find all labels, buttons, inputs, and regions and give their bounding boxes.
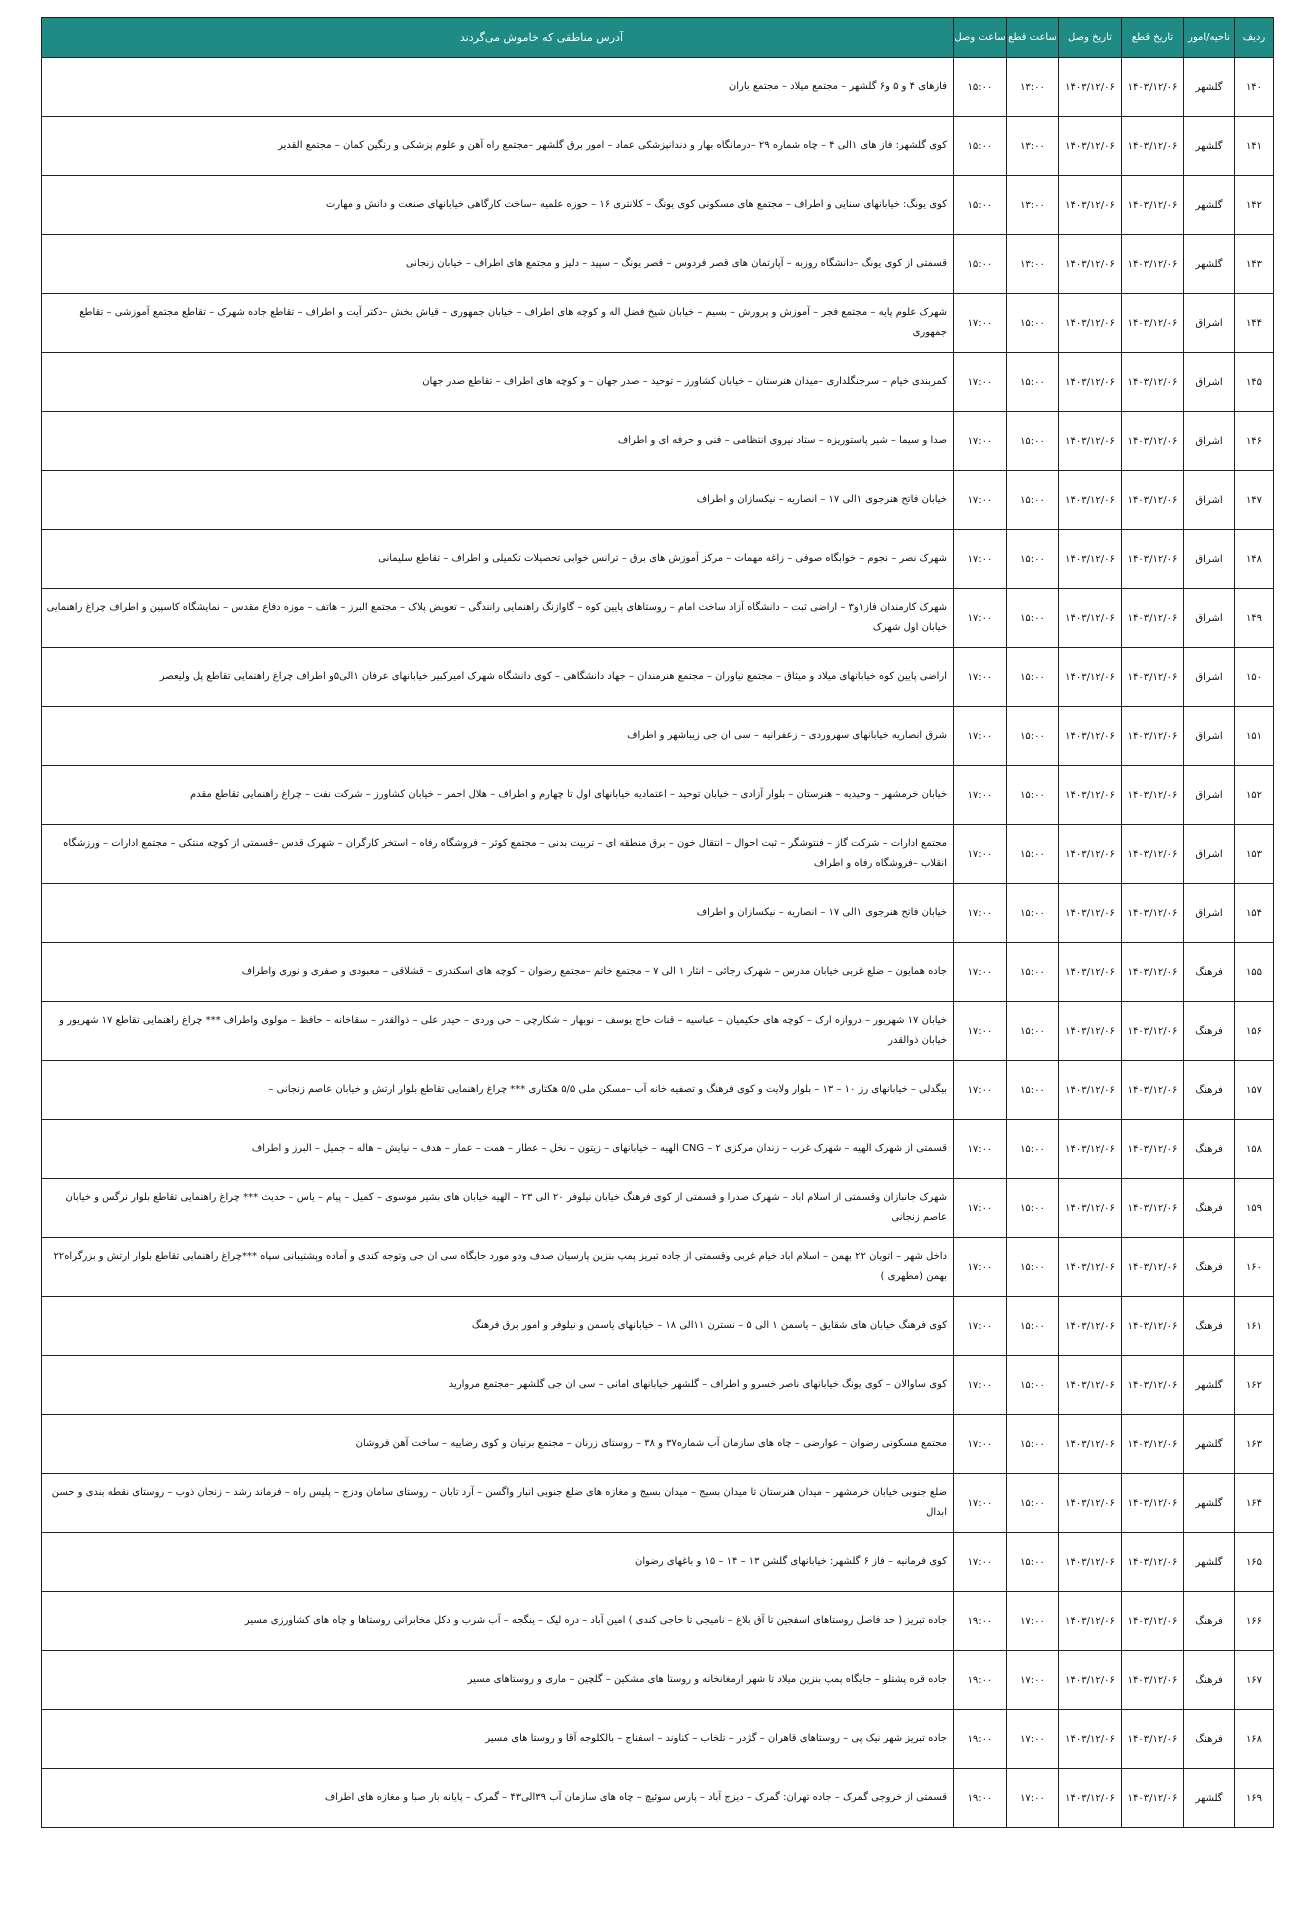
cell-time-off: ۱۵:۰۰ bbox=[1007, 884, 1059, 943]
cell-time-on: ۱۷:۰۰ bbox=[954, 353, 1007, 412]
cell-row-no: ۱۶۱ bbox=[1235, 1297, 1274, 1356]
cell-date-on: ۱۴۰۳/۱۲/۰۶ bbox=[1059, 707, 1122, 766]
table-row bbox=[42, 766, 1274, 825]
cell-date-off: ۱۴۰۳/۱۲/۰۶ bbox=[1122, 766, 1184, 825]
table-row bbox=[42, 943, 1274, 1002]
cell-row-no: ۱۵۲ bbox=[1235, 766, 1274, 825]
cell-region: اشراق bbox=[1184, 353, 1235, 412]
cell-region: اشراق bbox=[1184, 648, 1235, 707]
cell-address: کمربندی خیام – سرجنگلداری –میدان هنرستان – خیابان کشاورز – توحید – صدر جهان – و کوچه های اطراف – تقاطع صدر جهان bbox=[42, 353, 954, 412]
cell-address: جاده همایون – ضلع غربی خیابان مدرس – شهرک رجائی – انثار ۱ الی ۷ – مجتمع خاتم –مجتمع رضوان – کوچه های اسکندری – قشلاقی – معبودی و صفری و نوری واطراف bbox=[42, 943, 954, 1002]
cell-time-on: ۱۹:۰۰ bbox=[954, 1592, 1007, 1651]
cell-time-off: ۱۵:۰۰ bbox=[1007, 1533, 1059, 1592]
table-row bbox=[42, 294, 1274, 353]
table-row bbox=[42, 1061, 1274, 1120]
cell-date-off: ۱۴۰۳/۱۲/۰۶ bbox=[1122, 1179, 1184, 1238]
cell-region: گلشهر bbox=[1184, 1474, 1235, 1533]
cell-time-on: ۱۷:۰۰ bbox=[954, 884, 1007, 943]
cell-row-no: ۱۴۳ bbox=[1235, 235, 1274, 294]
cell-region: اشراق bbox=[1184, 471, 1235, 530]
cell-region: گلشهر bbox=[1184, 235, 1235, 294]
cell-time-on: ۱۷:۰۰ bbox=[954, 1474, 1007, 1533]
cell-date-on: ۱۴۰۳/۱۲/۰۶ bbox=[1059, 1238, 1122, 1297]
cell-region: اشراق bbox=[1184, 294, 1235, 353]
cell-row-no: ۱۶۲ bbox=[1235, 1356, 1274, 1415]
cell-date-off: ۱۴۰۳/۱۲/۰۶ bbox=[1122, 1061, 1184, 1120]
cell-address: جاده تبریز شهر نیک پی – روستاهای قاهران – گژدر – تلخاب – کناوند – اسفناج – بالکلوجه آقا و روستا های مسیر bbox=[42, 1710, 954, 1769]
cell-row-no: ۱۵۰ bbox=[1235, 648, 1274, 707]
cell-region: فرهنگ bbox=[1184, 1592, 1235, 1651]
cell-region: فرهنگ bbox=[1184, 1061, 1235, 1120]
cell-date-off: ۱۴۰۳/۱۲/۰۶ bbox=[1122, 1769, 1184, 1828]
table-row bbox=[42, 412, 1274, 471]
cell-date-on: ۱۴۰۳/۱۲/۰۶ bbox=[1059, 412, 1122, 471]
cell-date-on: ۱۴۰۳/۱۲/۰۶ bbox=[1059, 471, 1122, 530]
cell-row-no: ۱۴۱ bbox=[1235, 117, 1274, 176]
cell-time-off: ۱۵:۰۰ bbox=[1007, 766, 1059, 825]
cell-time-off: ۱۵:۰۰ bbox=[1007, 1002, 1059, 1061]
cell-date-off: ۱۴۰۳/۱۲/۰۶ bbox=[1122, 294, 1184, 353]
cell-date-off: ۱۴۰۳/۱۲/۰۶ bbox=[1122, 1356, 1184, 1415]
cell-date-off: ۱۴۰۳/۱۲/۰۶ bbox=[1122, 1533, 1184, 1592]
cell-row-no: ۱۴۵ bbox=[1235, 353, 1274, 412]
cell-row-no: ۱۶۰ bbox=[1235, 1238, 1274, 1297]
cell-row-no: ۱۵۶ bbox=[1235, 1002, 1274, 1061]
cell-time-on: ۱۷:۰۰ bbox=[954, 648, 1007, 707]
cell-date-off: ۱۴۰۳/۱۲/۰۶ bbox=[1122, 117, 1184, 176]
cell-date-off: ۱۴۰۳/۱۲/۰۶ bbox=[1122, 1002, 1184, 1061]
cell-date-off: ۱۴۰۳/۱۲/۰۶ bbox=[1122, 943, 1184, 1002]
cell-region: گلشهر bbox=[1184, 1769, 1235, 1828]
cell-date-off: ۱۴۰۳/۱۲/۰۶ bbox=[1122, 1710, 1184, 1769]
header-address: آدرس مناطقی که خاموش می‌گردند bbox=[42, 18, 954, 58]
cell-address: ضلع جنوبی خیابان خرمشهر – میدان هنرستان تا میدان بسیج – میدان بسیج و مغازه های ضلع جنوبی انبار واگسن – آرد تابان – روستای سامان ودزج – پلیس راه – فرماند رشد – زنجان ذوب – روستای نقطه بندی و حسن ابدال bbox=[42, 1474, 954, 1533]
cell-row-no: ۱۶۶ bbox=[1235, 1592, 1274, 1651]
cell-time-on: ۱۷:۰۰ bbox=[954, 530, 1007, 589]
cell-row-no: ۱۴۹ bbox=[1235, 589, 1274, 648]
cell-time-on: ۱۷:۰۰ bbox=[954, 1238, 1007, 1297]
cell-address: مجتمع ادارات – شرکت گاز – فنتوشگر – ثبت احوال – انتقال خون – برق منطقه ای – تربیت بدنی – مجتمع کوثر – فروشگاه رفاه – استخر کارگران – شهرک قدس –قسمتی از کوچه منتکی – مجتمع ادارات – ورزشگاه انقلاب –فروشگاه رفاه و اطراف bbox=[42, 825, 954, 884]
cell-region: گلشهر bbox=[1184, 1356, 1235, 1415]
cell-date-on: ۱۴۰۳/۱۲/۰۶ bbox=[1059, 1297, 1122, 1356]
cell-time-off: ۱۵:۰۰ bbox=[1007, 943, 1059, 1002]
cell-time-off: ۱۵:۰۰ bbox=[1007, 1474, 1059, 1533]
cell-address: کوی فرمانیه – فاز ۶ گلشهر: خیابانهای گلشن ۱۳ – ۱۴ – ۱۵ و باغهای رضوان bbox=[42, 1533, 954, 1592]
cell-date-on: ۱۴۰۳/۱۲/۰۶ bbox=[1059, 1769, 1122, 1828]
cell-time-on: ۱۷:۰۰ bbox=[954, 1179, 1007, 1238]
cell-address: قسمتی از شهرک الهیه – شهرک غرب – زندان مرکزی ۲ – CNG الهیه – خیابانهای – زیتون – نخل – عطار – همت – عمار – هدف – نیایش – هاله – جمیل – البرز و اطراف bbox=[42, 1120, 954, 1179]
table-row bbox=[42, 1238, 1274, 1297]
cell-time-off: ۱۵:۰۰ bbox=[1007, 1238, 1059, 1297]
cell-date-off: ۱۴۰۳/۱۲/۰۶ bbox=[1122, 530, 1184, 589]
table-row bbox=[42, 1002, 1274, 1061]
cell-time-on: ۱۷:۰۰ bbox=[954, 1002, 1007, 1061]
cell-time-on: ۱۵:۰۰ bbox=[954, 176, 1007, 235]
cell-date-off: ۱۴۰۳/۱۲/۰۶ bbox=[1122, 1592, 1184, 1651]
cell-date-on: ۱۴۰۳/۱۲/۰۶ bbox=[1059, 1592, 1122, 1651]
cell-row-no: ۱۵۸ bbox=[1235, 1120, 1274, 1179]
cell-address: کوی گلشهر: فاز های ۱الی ۴ – چاه شماره ۲۹ –درمانگاه بهار و دندانپزشکی عماد – امور برق گلشهر –مجتمع راه آهن و علوم پزشکی و رنگین کمان – مجتمع القدیر bbox=[42, 117, 954, 176]
cell-time-off: ۱۳:۰۰ bbox=[1007, 176, 1059, 235]
cell-row-no: ۱۵۷ bbox=[1235, 1061, 1274, 1120]
table-row bbox=[42, 1592, 1274, 1651]
cell-time-off: ۱۵:۰۰ bbox=[1007, 530, 1059, 589]
cell-address: شرق انصاریه خیابانهای سهروردی – زعفرانیه – سی ان جی زیباشهر و اطراف bbox=[42, 707, 954, 766]
table-row bbox=[42, 825, 1274, 884]
cell-time-on: ۱۷:۰۰ bbox=[954, 943, 1007, 1002]
cell-date-on: ۱۴۰۳/۱۲/۰۶ bbox=[1059, 589, 1122, 648]
header-region: ناحیه/امور bbox=[1184, 18, 1235, 58]
table-header-row bbox=[42, 18, 1274, 58]
cell-region: فرهنگ bbox=[1184, 1002, 1235, 1061]
cell-time-on: ۱۷:۰۰ bbox=[954, 1356, 1007, 1415]
cell-row-no: ۱۶۵ bbox=[1235, 1533, 1274, 1592]
cell-date-on: ۱۴۰۳/۱۲/۰۶ bbox=[1059, 943, 1122, 1002]
cell-date-on: ۱۴۰۳/۱۲/۰۶ bbox=[1059, 1179, 1122, 1238]
cell-date-off: ۱۴۰۳/۱۲/۰۶ bbox=[1122, 1415, 1184, 1474]
header-time-on: ساعت وصل bbox=[954, 18, 1007, 58]
cell-date-off: ۱۴۰۳/۱۲/۰۶ bbox=[1122, 235, 1184, 294]
cell-time-on: ۱۷:۰۰ bbox=[954, 471, 1007, 530]
cell-time-on: ۱۵:۰۰ bbox=[954, 117, 1007, 176]
cell-row-no: ۱۴۲ bbox=[1235, 176, 1274, 235]
cell-time-off: ۱۵:۰۰ bbox=[1007, 707, 1059, 766]
cell-region: فرهنگ bbox=[1184, 1238, 1235, 1297]
table-row bbox=[42, 58, 1274, 117]
cell-date-on: ۱۴۰۳/۱۲/۰۶ bbox=[1059, 117, 1122, 176]
cell-date-off: ۱۴۰۳/۱۲/۰۶ bbox=[1122, 589, 1184, 648]
cell-date-on: ۱۴۰۳/۱۲/۰۶ bbox=[1059, 353, 1122, 412]
cell-region: فرهنگ bbox=[1184, 1710, 1235, 1769]
cell-row-no: ۱۶۳ bbox=[1235, 1415, 1274, 1474]
cell-region: گلشهر bbox=[1184, 117, 1235, 176]
table-row bbox=[42, 1120, 1274, 1179]
cell-region: اشراق bbox=[1184, 530, 1235, 589]
cell-time-on: ۱۷:۰۰ bbox=[954, 766, 1007, 825]
table-row bbox=[42, 1356, 1274, 1415]
cell-time-off: ۱۵:۰۰ bbox=[1007, 471, 1059, 530]
cell-time-on: ۱۹:۰۰ bbox=[954, 1651, 1007, 1710]
cell-region: گلشهر bbox=[1184, 1415, 1235, 1474]
cell-row-no: ۱۴۸ bbox=[1235, 530, 1274, 589]
cell-date-on: ۱۴۰۳/۱۲/۰۶ bbox=[1059, 58, 1122, 117]
cell-time-off: ۱۳:۰۰ bbox=[1007, 235, 1059, 294]
cell-row-no: ۱۵۳ bbox=[1235, 825, 1274, 884]
cell-time-on: ۱۷:۰۰ bbox=[954, 1120, 1007, 1179]
cell-time-off: ۱۵:۰۰ bbox=[1007, 1297, 1059, 1356]
cell-time-on: ۱۷:۰۰ bbox=[954, 707, 1007, 766]
cell-address: کوی یونگ: خیابانهای سنایی و اطراف – مجتمع های مسکونی کوی یونگ – کلانتری ۱۶ – حوزه علمیه –ساخت کارگاهی خیابانهای صنعت و دانش و مهارت bbox=[42, 176, 954, 235]
cell-region: اشراق bbox=[1184, 766, 1235, 825]
cell-address: خیابان ۱۷ شهریور – دروازه ارک – کوچه های حکیمیان – عباسیه – قنات حاج یوسف – نوبهار – شکارچی – حی وردی – حیدر علی – ذوالقدر – سقاخانه – حافظ – مولوی واطراف *** چراغ راهنمایی تقاطع ۱۷ شهریور و خیابان ذوالقدر bbox=[42, 1002, 954, 1061]
cell-date-on: ۱۴۰۳/۱۲/۰۶ bbox=[1059, 1710, 1122, 1769]
cell-region: فرهنگ bbox=[1184, 1297, 1235, 1356]
table-row bbox=[42, 1769, 1274, 1828]
table-row bbox=[42, 648, 1274, 707]
table-row bbox=[42, 1651, 1274, 1710]
cell-date-on: ۱۴۰۳/۱۲/۰۶ bbox=[1059, 294, 1122, 353]
cell-region: فرهنگ bbox=[1184, 1651, 1235, 1710]
cell-time-off: ۱۳:۰۰ bbox=[1007, 117, 1059, 176]
header-date-off: تاریخ قطع bbox=[1122, 18, 1184, 58]
cell-row-no: ۱۴۶ bbox=[1235, 412, 1274, 471]
cell-time-on: ۱۵:۰۰ bbox=[954, 235, 1007, 294]
cell-date-off: ۱۴۰۳/۱۲/۰۶ bbox=[1122, 412, 1184, 471]
header-row-no: ردیف bbox=[1235, 18, 1274, 58]
cell-time-off: ۱۵:۰۰ bbox=[1007, 825, 1059, 884]
cell-time-on: ۱۷:۰۰ bbox=[954, 825, 1007, 884]
cell-date-on: ۱۴۰۳/۱۲/۰۶ bbox=[1059, 176, 1122, 235]
outage-schedule-table bbox=[41, 17, 1274, 1828]
cell-date-off: ۱۴۰۳/۱۲/۰۶ bbox=[1122, 176, 1184, 235]
cell-row-no: ۱۴۰ bbox=[1235, 58, 1274, 117]
cell-address: صدا و سیما – شیر پاستوریزه – ستاد نیروی انتظامی – فنی و حرفه ای و اطراف bbox=[42, 412, 954, 471]
cell-address: کوی ساوالان – کوی یونگ خیابانهای ناصر خسرو و اطراف – گلشهر خیابانهای امانی – سی ان جی گلشهر –مجتمع مروارید bbox=[42, 1356, 954, 1415]
cell-time-off: ۱۵:۰۰ bbox=[1007, 648, 1059, 707]
cell-address: خیابان فاتح هنرجوی ۱الی ۱۷ – انصاریه – نیکسازان و اطراف bbox=[42, 471, 954, 530]
table-row bbox=[42, 235, 1274, 294]
cell-date-off: ۱۴۰۳/۱۲/۰۶ bbox=[1122, 884, 1184, 943]
cell-time-on: ۱۷:۰۰ bbox=[954, 1297, 1007, 1356]
cell-region: اشراق bbox=[1184, 589, 1235, 648]
cell-row-no: ۱۶۴ bbox=[1235, 1474, 1274, 1533]
cell-time-off: ۱۵:۰۰ bbox=[1007, 1061, 1059, 1120]
cell-region: اشراق bbox=[1184, 884, 1235, 943]
cell-time-on: ۱۷:۰۰ bbox=[954, 1061, 1007, 1120]
cell-address: قسمتی از کوی یونگ –دانشگاه روزبه – آپارتمان های قصر فردوس – قصر یونگ – سپید – دلیز و مجتمع های اطراف – خیابان زنجانی bbox=[42, 235, 954, 294]
cell-region: اشراق bbox=[1184, 412, 1235, 471]
cell-date-on: ۱۴۰۳/۱۲/۰۶ bbox=[1059, 648, 1122, 707]
table-row bbox=[42, 1533, 1274, 1592]
cell-date-off: ۱۴۰۳/۱۲/۰۶ bbox=[1122, 648, 1184, 707]
table-row bbox=[42, 471, 1274, 530]
cell-time-off: ۱۷:۰۰ bbox=[1007, 1710, 1059, 1769]
cell-address: خیابان فاتح هنرجوی ۱الی ۱۷ – انصاریه – نیکسازان و اطراف bbox=[42, 884, 954, 943]
cell-time-off: ۱۵:۰۰ bbox=[1007, 294, 1059, 353]
cell-address: اراضی پایین کوه خیابانهای میلاد و میثاق – مجتمع نیاوران – مجتمع هنرمندان – جهاد دانشگاهی – کوی دانشگاه شهرک امیرکبیر خیابانهای عرفان ۱الی۵و اطراف چراغ راهنمایی تقاطع پل ولیعصر bbox=[42, 648, 954, 707]
cell-address: شهرک جانبازان وقسمتی از اسلام اباد – شهرک صدرا و قسمتی از کوی فرهنگ خیابان نیلوفر ۲۰ الی ۲۳ – الهیه خیابان های بشیر موسوی – کمیل – پیام – یاس – حدیث *** چراغ راهنمایی تقاطع بلوار نرگس و خیابان عاصم زنجانی bbox=[42, 1179, 954, 1238]
cell-address: جاده قره پشتلو – جایگاه پمپ بنزین میلاد تا شهر ارمغانخانه و روستا های مشکین – گلچین – ماری و روستاهای مسیر bbox=[42, 1651, 954, 1710]
cell-date-on: ۱۴۰۳/۱۲/۰۶ bbox=[1059, 825, 1122, 884]
cell-address: کوی فرهنگ خیابان های شقایق – یاسمن ۱ الی ۵ – نسترن ۱۱الی ۱۸ – خیابانهای یاسمن و نیلوفر و امور برق فرهنگ bbox=[42, 1297, 954, 1356]
table-row bbox=[42, 1297, 1274, 1356]
cell-date-off: ۱۴۰۳/۱۲/۰۶ bbox=[1122, 707, 1184, 766]
cell-date-on: ۱۴۰۳/۱۲/۰۶ bbox=[1059, 1533, 1122, 1592]
cell-region: فرهنگ bbox=[1184, 943, 1235, 1002]
cell-row-no: ۱۶۸ bbox=[1235, 1710, 1274, 1769]
cell-date-off: ۱۴۰۳/۱۲/۰۶ bbox=[1122, 1238, 1184, 1297]
cell-date-off: ۱۴۰۳/۱۲/۰۶ bbox=[1122, 471, 1184, 530]
cell-row-no: ۱۵۵ bbox=[1235, 943, 1274, 1002]
cell-address: شهرک کارمندان فاز۱و۳ – اراضی ثبت – دانشگاه آزاد ساخت امام – روستاهای پایین کوه – گاوازنگ راهنمایی رانندگی – تعویض پلاک – مجتمع البرز – هاتف – موزه دفاع مقدس – نمایشگاه کاسپین و اطراف چراغ راهنمایی خیابان اول شهرک bbox=[42, 589, 954, 648]
cell-address: شهرک علوم پایه – مجتمع فجر – آموزش و پرورش – بسیم – خیابان شیخ فضل اله و کوچه های اطراف – خیابان جمهوری – قیاش بخش –دکتر آیت و اطراف – تقاطع جاده شهرک – تقاطع مجتمع آموزشی – تقاطع جمهوری bbox=[42, 294, 954, 353]
cell-date-on: ۱۴۰۳/۱۲/۰۶ bbox=[1059, 1061, 1122, 1120]
cell-time-off: ۱۳:۰۰ bbox=[1007, 58, 1059, 117]
cell-date-on: ۱۴۰۳/۱۲/۰۶ bbox=[1059, 766, 1122, 825]
cell-date-on: ۱۴۰۳/۱۲/۰۶ bbox=[1059, 1120, 1122, 1179]
cell-row-no: ۱۵۹ bbox=[1235, 1179, 1274, 1238]
cell-date-on: ۱۴۰۳/۱۲/۰۶ bbox=[1059, 1356, 1122, 1415]
cell-time-off: ۱۵:۰۰ bbox=[1007, 589, 1059, 648]
cell-time-on: ۱۷:۰۰ bbox=[954, 1415, 1007, 1474]
cell-date-off: ۱۴۰۳/۱۲/۰۶ bbox=[1122, 58, 1184, 117]
header-time-off: ساعت قطع bbox=[1007, 18, 1059, 58]
cell-region: گلشهر bbox=[1184, 58, 1235, 117]
cell-date-off: ۱۴۰۳/۱۲/۰۶ bbox=[1122, 1120, 1184, 1179]
table-row bbox=[42, 707, 1274, 766]
cell-address: جاده تبریز ( حد فاصل روستاهای اسفجین تا آق بلاغ – نامیجی تا حاجی کندی ) امین آباد – دره لیک – ینگجه – آب شرب و دکل مخابراتی روستاها و چاه های کشاورزی مسیر bbox=[42, 1592, 954, 1651]
cell-time-on: ۱۹:۰۰ bbox=[954, 1769, 1007, 1828]
table-row bbox=[42, 530, 1274, 589]
cell-address: قسمتی از خروجی گمرک – جاده تهران: گمرک – دیزج آباد – پارس سوئیچ – چاه های سازمان آب ۳۹الی۴۳ – گمرک – پایانه بار صبا و مغازه های اطراف bbox=[42, 1769, 954, 1828]
cell-region: اشراق bbox=[1184, 707, 1235, 766]
cell-date-on: ۱۴۰۳/۱۲/۰۶ bbox=[1059, 1415, 1122, 1474]
cell-date-on: ۱۴۰۳/۱۲/۰۶ bbox=[1059, 1651, 1122, 1710]
table-row bbox=[42, 1415, 1274, 1474]
cell-date-off: ۱۴۰۳/۱۲/۰۶ bbox=[1122, 353, 1184, 412]
table-row bbox=[42, 884, 1274, 943]
cell-date-on: ۱۴۰۳/۱۲/۰۶ bbox=[1059, 884, 1122, 943]
cell-time-on: ۱۷:۰۰ bbox=[954, 589, 1007, 648]
cell-region: فرهنگ bbox=[1184, 1179, 1235, 1238]
cell-time-off: ۱۵:۰۰ bbox=[1007, 412, 1059, 471]
table-row bbox=[42, 1474, 1274, 1533]
cell-time-on: ۱۵:۰۰ bbox=[954, 58, 1007, 117]
cell-date-on: ۱۴۰۳/۱۲/۰۶ bbox=[1059, 1474, 1122, 1533]
table-row bbox=[42, 353, 1274, 412]
cell-region: گلشهر bbox=[1184, 176, 1235, 235]
cell-address: فازهای ۴ و ۵ و۶ گلشهر – مجتمع میلاد – مجتمع باران bbox=[42, 58, 954, 117]
cell-address: شهرک نصر – نجوم – خوابگاه صوفی – زاغه مهمات – مرکز آموزش های برق – ترانس خوابی تحصیلات تکمیلی و اطراف – تقاطع سلیمانی bbox=[42, 530, 954, 589]
cell-time-off: ۱۷:۰۰ bbox=[1007, 1651, 1059, 1710]
cell-address: داخل شهر – اتوبان ۲۲ بهمن – اسلام اباد خیام غربی وقسمتی از جاده تبریز پمپ بنزین پارسیان صدف ودو مورد جایگاه سی ان جی وتوجه کندی و آماده وپشتیبانی سپاه ***چراغ راهنمایی تقاطع بلوار ارتش و بزرگراه۲۲ بهمن (مطهری ) bbox=[42, 1238, 954, 1297]
cell-time-off: ۱۵:۰۰ bbox=[1007, 1415, 1059, 1474]
cell-row-no: ۱۶۷ bbox=[1235, 1651, 1274, 1710]
cell-time-off: ۱۵:۰۰ bbox=[1007, 1120, 1059, 1179]
cell-address: خیابان خرمشهر – وحیدیه – هنرستان – بلوار آزادی – خیابان توحید – اعتمادیه خیابانهای اول تا چهارم و اطراف – هلال احمر – خیابان کشاورز – شرکت نفت – چراغ راهنمایی تقاطع مقدم bbox=[42, 766, 954, 825]
table-row bbox=[42, 117, 1274, 176]
cell-date-on: ۱۴۰۳/۱۲/۰۶ bbox=[1059, 530, 1122, 589]
cell-time-off: ۱۵:۰۰ bbox=[1007, 353, 1059, 412]
cell-date-off: ۱۴۰۳/۱۲/۰۶ bbox=[1122, 825, 1184, 884]
cell-time-off: ۱۷:۰۰ bbox=[1007, 1592, 1059, 1651]
cell-time-off: ۱۵:۰۰ bbox=[1007, 1179, 1059, 1238]
table-row bbox=[42, 176, 1274, 235]
cell-time-on: ۱۹:۰۰ bbox=[954, 1710, 1007, 1769]
header-date-on: تاریخ وصل bbox=[1059, 18, 1122, 58]
cell-time-off: ۱۵:۰۰ bbox=[1007, 1356, 1059, 1415]
cell-date-off: ۱۴۰۳/۱۲/۰۶ bbox=[1122, 1474, 1184, 1533]
cell-date-on: ۱۴۰۳/۱۲/۰۶ bbox=[1059, 235, 1122, 294]
table-row bbox=[42, 1179, 1274, 1238]
cell-time-on: ۱۷:۰۰ bbox=[954, 1533, 1007, 1592]
cell-time-on: ۱۷:۰۰ bbox=[954, 294, 1007, 353]
cell-address: بیگدلی – خیابانهای رز ۱۰ – ۱۳ – بلوار ولایت و کوی فرهنگ و تصفیه خانه آب –مسکن ملی ۵/۵ هکتاری *** چراغ راهنمایی تقاطع بلوار ارتش و خیابان عاصم زنجانی – bbox=[42, 1061, 954, 1120]
cell-address: مجتمع مسکونی رضوان – عوارضی – چاه های سازمان آب شماره۳۷ و ۳۸ – روستای زرنان – مجتمع برنیان و کوی رضاییه – ساخت آهن فروشان bbox=[42, 1415, 954, 1474]
cell-time-off: ۱۷:۰۰ bbox=[1007, 1769, 1059, 1828]
cell-row-no: ۱۴۷ bbox=[1235, 471, 1274, 530]
cell-row-no: ۱۶۹ bbox=[1235, 1769, 1274, 1828]
cell-region: اشراق bbox=[1184, 825, 1235, 884]
cell-row-no: ۱۵۱ bbox=[1235, 707, 1274, 766]
table-row bbox=[42, 1710, 1274, 1769]
cell-date-off: ۱۴۰۳/۱۲/۰۶ bbox=[1122, 1651, 1184, 1710]
cell-region: فرهنگ bbox=[1184, 1120, 1235, 1179]
cell-date-off: ۱۴۰۳/۱۲/۰۶ bbox=[1122, 1297, 1184, 1356]
cell-row-no: ۱۴۴ bbox=[1235, 294, 1274, 353]
cell-row-no: ۱۵۴ bbox=[1235, 884, 1274, 943]
table-row bbox=[42, 589, 1274, 648]
cell-time-on: ۱۷:۰۰ bbox=[954, 412, 1007, 471]
cell-date-on: ۱۴۰۳/۱۲/۰۶ bbox=[1059, 1002, 1122, 1061]
cell-region: گلشهر bbox=[1184, 1533, 1235, 1592]
